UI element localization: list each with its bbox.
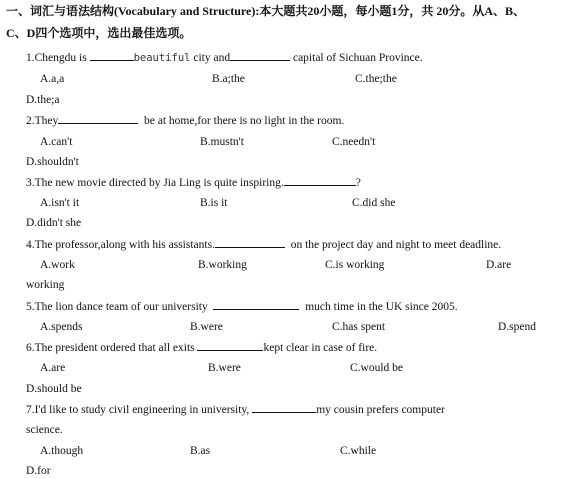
question-3-stem (26, 175, 361, 190)
answer-blank (252, 402, 316, 413)
stem-text: capital of Sichuan Province. (292, 52, 423, 64)
option: C.needn't (332, 136, 376, 148)
option: A.isn't it (40, 197, 80, 209)
option: C.did she (352, 197, 396, 209)
option: B.is it (200, 197, 228, 209)
stem-text: much time in the UK since 2005. (305, 301, 458, 313)
question-7-stem-continuation: science. (26, 424, 63, 436)
answer-blank (230, 50, 290, 61)
option: A.can't (40, 136, 73, 148)
stem-text: 5.The lion dance team of our university (26, 301, 208, 313)
option: D.are (486, 259, 512, 271)
option: B.working (198, 259, 247, 271)
option: C.has spent (332, 321, 386, 333)
option: B.mustn't (200, 136, 244, 148)
option: C.the;the (355, 73, 397, 85)
answer-blank (284, 175, 356, 186)
option: B.were (208, 362, 241, 374)
stem-text: ? (355, 177, 361, 189)
option: D.spend (498, 321, 537, 333)
question-5-stem (26, 299, 458, 314)
option: A.are (40, 362, 66, 374)
stem-text: 1.Chengdu is (26, 52, 87, 64)
stem-text: city and (193, 52, 231, 64)
question-1-stem (26, 50, 423, 65)
answer-blank (90, 50, 134, 61)
option: A.work (40, 259, 75, 271)
stem-text: on the project day and night to meet deadline. (290, 239, 502, 251)
question-6-stem (26, 340, 377, 355)
option: B.were (190, 321, 223, 333)
option: A.spends (40, 321, 83, 333)
option: D.should be (26, 383, 82, 395)
stem-text: my cousin prefers computer (316, 404, 445, 416)
question-7-stem (26, 402, 445, 417)
option: A.though (40, 445, 84, 457)
option: C.is working (325, 259, 385, 271)
option: D.shouldn't (26, 156, 79, 168)
stem-text: kept clear in case of fire. (263, 342, 378, 354)
option: D.didn't she (26, 217, 82, 229)
answer-blank (215, 237, 285, 248)
option: B.a;the (212, 73, 245, 85)
question-2-stem (26, 113, 344, 128)
stem-text: 7.I'd like to study civil engineering in university, (26, 404, 250, 416)
answer-blank (197, 340, 263, 351)
stem-text: 3.The new movie directed by Jia Ling is quite inspiring. (26, 177, 284, 189)
option: D.the;a (26, 94, 60, 106)
stem-text: 4.The professor,along with his assistants. (26, 239, 215, 251)
stem-text: 2.They (26, 115, 59, 127)
option: A.a,a (40, 73, 65, 85)
question-4-stem (26, 237, 501, 252)
option: C.would be (350, 362, 404, 374)
answer-blank (213, 299, 299, 310)
stem-text: be at home,for there is no light in the room. (144, 115, 345, 127)
section-header-line2: C、D四个选项中，选出最佳选项。 (6, 26, 192, 40)
section-header-line1: 一、词汇与语法结构(Vocabulary and Structure):本大题共20小题，每小题1分，共 20分。从A、B、 (6, 4, 526, 18)
option: D.for (26, 465, 51, 477)
stem-text: 6.The president ordered that all exits (26, 342, 195, 354)
option-continuation: working (26, 279, 65, 291)
answer-blank (58, 113, 138, 124)
marked-word: beautiful (133, 52, 191, 64)
option: C.while (340, 445, 377, 457)
option: B.as (190, 445, 211, 457)
